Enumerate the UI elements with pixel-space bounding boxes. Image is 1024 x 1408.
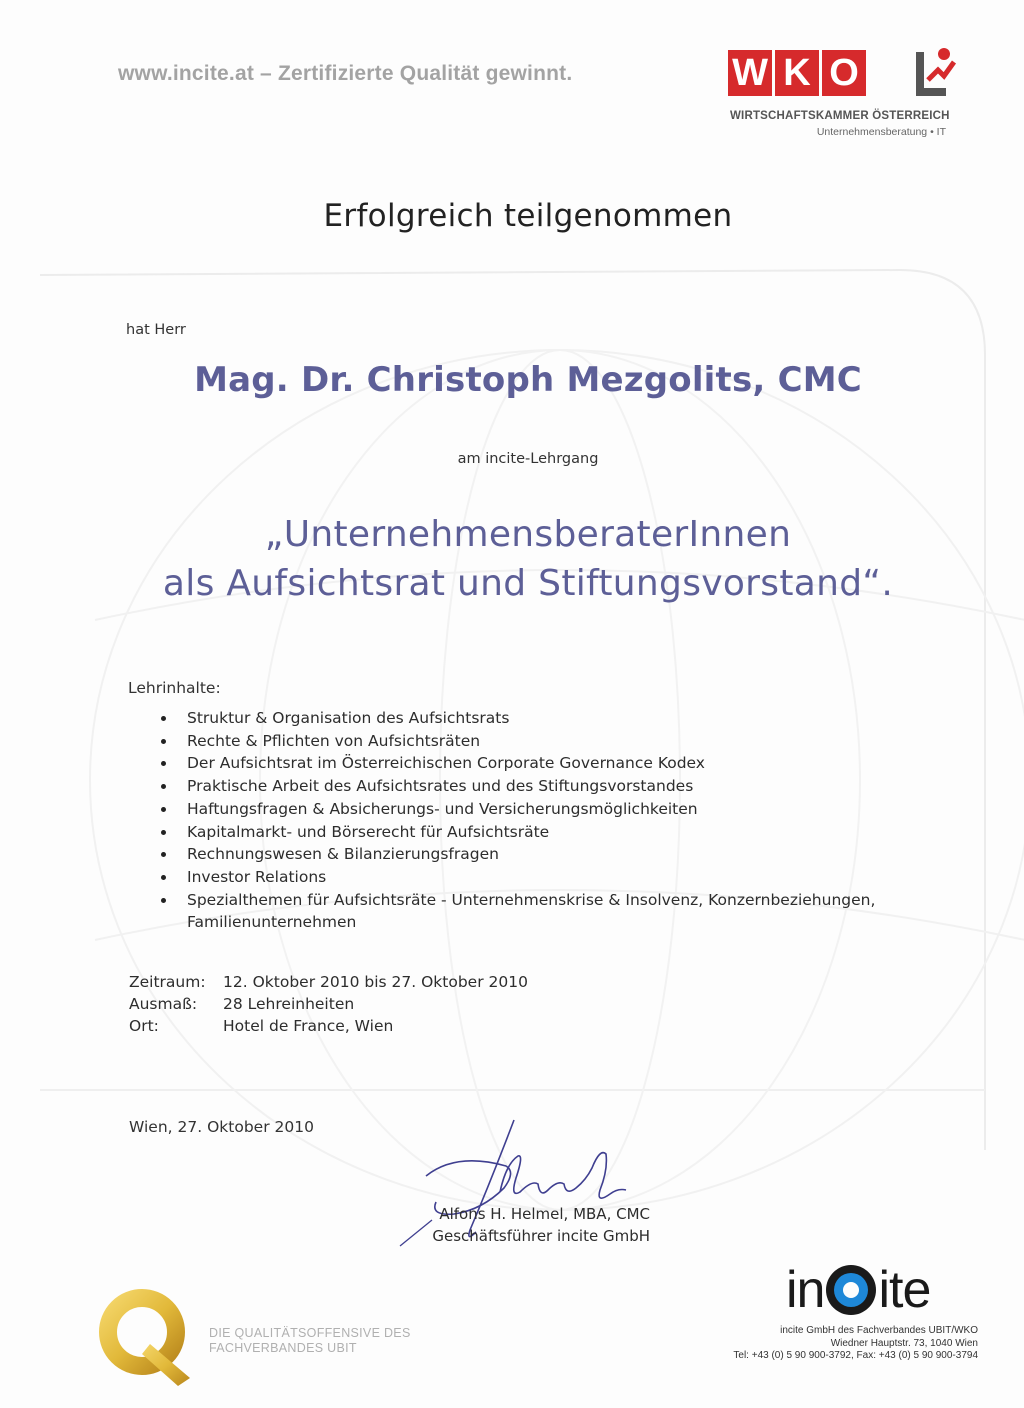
- certificate-heading: Erfolgreich teilgenommen: [323, 198, 733, 234]
- wko-letter-k: K: [775, 50, 819, 96]
- contents-label: Lehrinhalte:: [128, 679, 221, 697]
- course-title: [0, 510, 1024, 608]
- period-label: Zeitraum:: [129, 973, 206, 991]
- incite-logo-left: in: [786, 1261, 825, 1319]
- signer-title: Geschäftsführer incite GmbH: [432, 1227, 650, 1245]
- wko-letter-w: W: [728, 50, 772, 96]
- list-item: Spezialthemen für Aufsichtsräte - Unternehmenskrise & Insolvenz, Konzernbeziehungen, Familienunternehmen: [160, 889, 947, 934]
- course-title-line-1: „UnternehmensberaterInnen: [264, 514, 792, 555]
- list-item: Rechnungswesen & Bilanzierungsfragen: [160, 843, 947, 866]
- company-line-3: Tel: +43 (0) 5 90 900-3792, Fax: +43 (0) 5 90 900-3794: [733, 1350, 978, 1361]
- place-label: Ort:: [129, 1017, 159, 1035]
- period-value: 12. Oktober 2010 bis 27. Oktober 2010: [223, 973, 528, 991]
- list-item: Struktur & Organisation des Aufsichtsrats: [160, 707, 947, 730]
- incite-logo: [786, 1260, 930, 1320]
- ubit-q-logo-icon: [92, 1288, 202, 1388]
- list-item: Der Aufsichtsrat im Österreichischen Corporate Governance Kodex: [160, 752, 947, 775]
- list-item: Investor Relations: [160, 866, 947, 889]
- incite-logo-right: ite: [878, 1261, 931, 1319]
- extent-value: 28 Lehreinheiten: [223, 995, 355, 1013]
- place-value: Hotel de France, Wien: [223, 1017, 394, 1035]
- tagline: www.incite.at – Zertifizierte Qualität gewinnt.: [118, 62, 573, 85]
- wko-division: Unternehmensberatung • IT: [816, 126, 946, 138]
- wko-climber-icon: [914, 46, 958, 100]
- wko-name: WIRTSCHAFTSKAMMER ÖSTERREICH: [730, 110, 950, 122]
- signer-name: Alfons H. Helmel, MBA, CMC: [439, 1205, 650, 1223]
- company-line-1: incite GmbH des Fachverbandes UBIT/WKO: [780, 1325, 978, 1336]
- recipient-name: Mag. Dr. Christoph Mezgolits, CMC: [194, 360, 862, 400]
- ubit-line-2: FACHVERBANDES UBIT: [209, 1341, 357, 1355]
- list-item: Rechte & Pflichten von Aufsichtsräten: [160, 730, 947, 753]
- list-item: Praktische Arbeit des Aufsichtsrates und des Stiftungsvorstandes: [160, 775, 947, 798]
- wko-logo: [728, 50, 968, 150]
- company-line-2: Wiedner Hauptstr. 73, 1040 Wien: [830, 1337, 978, 1349]
- signer-block: [414, 1203, 650, 1247]
- company-address: [733, 1325, 978, 1363]
- ubit-initiative-text: [209, 1326, 411, 1356]
- list-item: Haftungsfragen & Absicherungs- und Versicherungsmöglichkeiten: [160, 798, 947, 821]
- course-intro: am incite-Lehrgang: [457, 451, 599, 467]
- place-date: Wien, 27. Oktober 2010: [129, 1118, 314, 1136]
- incite-c-icon: [826, 1265, 876, 1315]
- extent-label: Ausmaß:: [129, 995, 198, 1013]
- salutation: hat Herr: [126, 322, 186, 338]
- ubit-line-1: DIE QUALITÄTSOFFENSIVE DES: [209, 1326, 411, 1340]
- wko-letter-o: O: [822, 50, 866, 96]
- course-details: [129, 971, 528, 1037]
- contents-list: [160, 707, 947, 934]
- list-item: Kapitalmarkt- und Börserecht für Aufsichtsräte: [160, 821, 947, 844]
- course-title-line-2: als Aufsichtsrat und Stiftungsvorstand“.: [162, 563, 894, 604]
